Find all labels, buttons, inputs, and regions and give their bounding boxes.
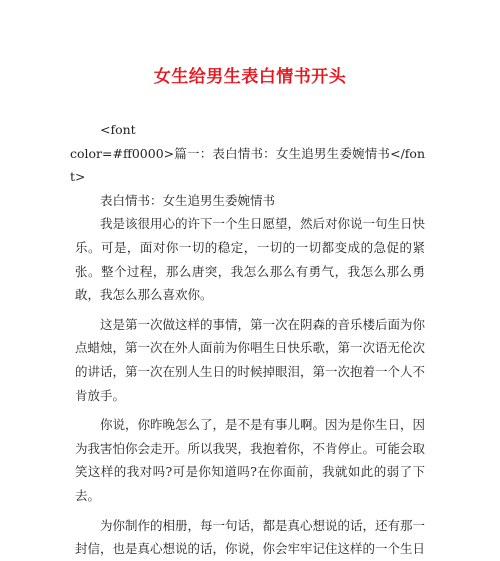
paragraph-2: 这是第一次做这样的事情，第一次在阴森的音乐楼后面为你点蜡烛，第一次在外人面前为你唱生日快乐歌，第一次语无伦次的讲话，第一次在别人生日的时候掉眼泪，第一次抱着一个人不肯放手。 [75, 316, 426, 403]
paragraph-heading: 表白情书：女生追男生委婉情书 [100, 192, 276, 208]
paragraph-3: 你说，你昨晚怎么了，是不是有事儿啊。因为是你生日，因为我害怕你会走开。所以我哭，我抱着你，不肯停止。可能会取笑这样的我对吗?可是你知道吗?在你面前，我就如此的弱了下去。 [75, 417, 426, 503]
document-body [70, 118, 426, 561]
paragraph-font-line: color=#ff0000>篇一：表白情书：女生追男生委婉情书</font> [70, 145, 425, 185]
paragraph-4: 为你制作的相册，每一句话，都是真心想说的话，还有那一封信，也是真心想说的话，你说，你会牢牢记住这样的一个生日 [75, 517, 426, 557]
document-title: 女生给男生表白情书开头 [153, 67, 347, 87]
paragraph-font-open: <font [100, 122, 136, 137]
paragraph-1: 我是该很用心的许下一个生日愿望，然后对你说一句生日快乐。可是，面对你一切的稳定，一切的一切都变成的急促的紧张。整个过程，那么唐突，我怎么那么有勇气，我怎么那么勇敢，我怎么那么喜欢你。 [75, 216, 426, 303]
